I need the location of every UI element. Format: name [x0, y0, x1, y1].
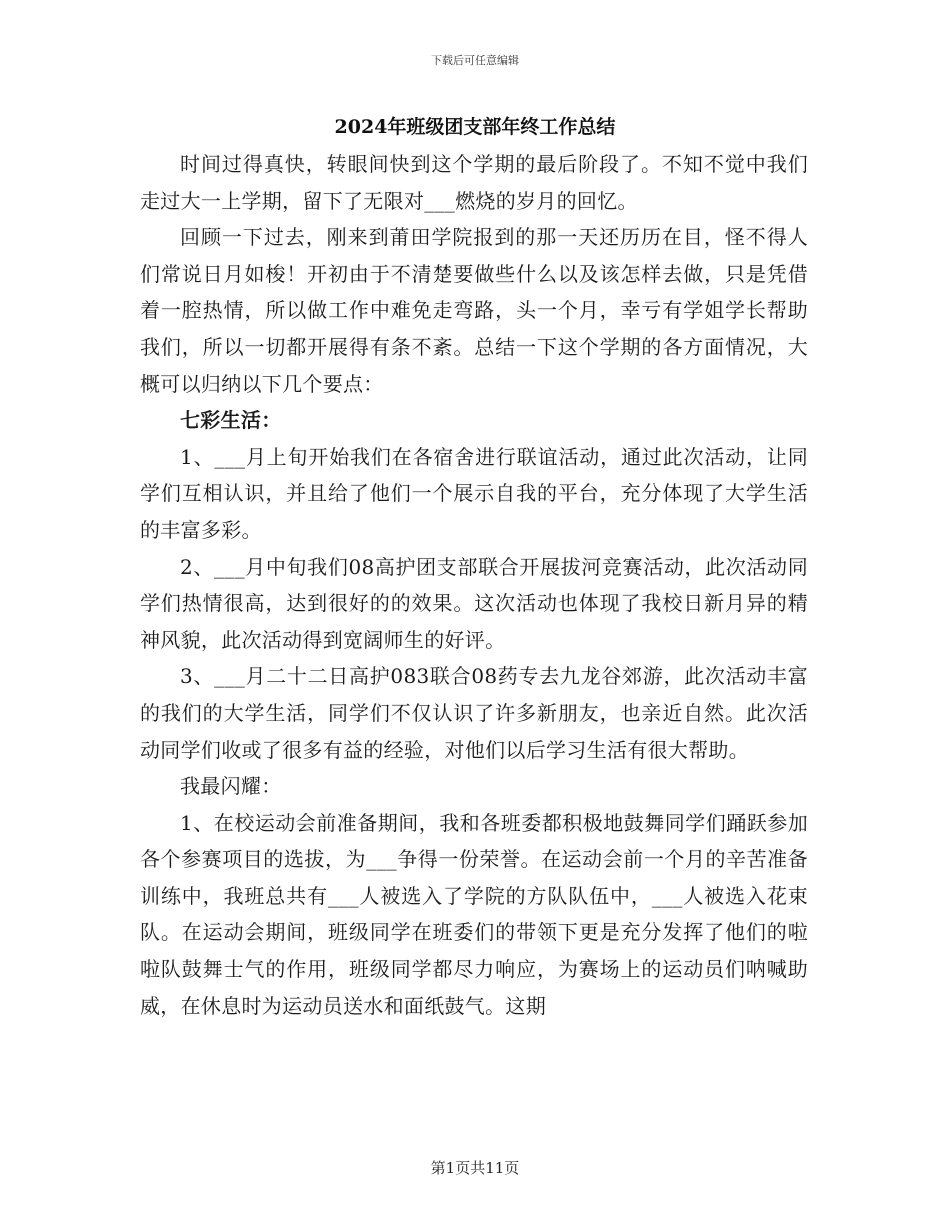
document-title: 2024年班级团支部年终工作总结: [334, 116, 616, 138]
document-body: [140, 146, 808, 1024]
section-heading-colorful-life: 七彩生活：: [180, 408, 282, 433]
paragraph-activity-1: 1、___月上旬开始我们在各宿舍进行联谊活动，通过此次活动，让同学们互相认识，并且给了他们一个展示自我的平台，充分体现了大学生活的丰富多彩。: [140, 444, 808, 542]
paragraph-intro: 时间过得真快，转眼间快到这个学期的最后阶段了。不知不觉中我们走过大一上学期，留下了无限对___燃烧的岁月的回忆。: [140, 152, 808, 213]
paragraph-activity-3: 3、___月二十二日高护083联合08药专去九龙谷郊游，此次活动丰富的我们的大学生活，同学们不仅认识了许多新朋友，也亲近自然。此次活动同学们收或了很多有益的经验，对他们以后学习生活有很大帮助。: [140, 664, 808, 762]
paragraph-activity-2: 2、___月中旬我们08高护团支部联合开展拔河竞赛活动，此次活动同学们热情很高，达到很好的的效果。这次活动也体现了我校日新月异的精神风貌，此次活动得到宽阔师生的好评。: [140, 554, 808, 652]
header-note: 下载后可任意编辑: [431, 54, 519, 67]
page-number: 第1页共11页: [430, 1159, 520, 1177]
section-heading-shine: 我最闪耀：: [180, 774, 282, 799]
paragraph-review: 回顾一下过去，刚来到莆田学院报到的那一天还历历在目，怪不得人们常说日月如梭！开初由于不清楚要做些什么以及该怎样去做，只是凭借着一腔热情，所以做工作中难免走弯路，头一个月，幸亏有学姐学长帮助我们，所以一切都开展得有条不紊。总结一下这个学期的各方面情况，大概可以归纳以下几个要点：: [140, 225, 808, 396]
paragraph-sports-meet: 1、在校运动会前准备期间，我和各班委都积极地鼓舞同学们踊跃参加各个参赛项目的选拔，为___争得一份荣誉。在运动会前一个月的辛苦准备训练中，我班总共有___人被选入了学院的方队队伍中，___人被选入花束队。在运动会期间，班级同学在班委们的带领下更是充分发挥了他们的啦啦队鼓舞士气的作用，班级同学都尽力响应，为赛场上的运动员们呐喊助威，在休息时为运动员送水和面纸鼓气。这期: [140, 810, 808, 1018]
